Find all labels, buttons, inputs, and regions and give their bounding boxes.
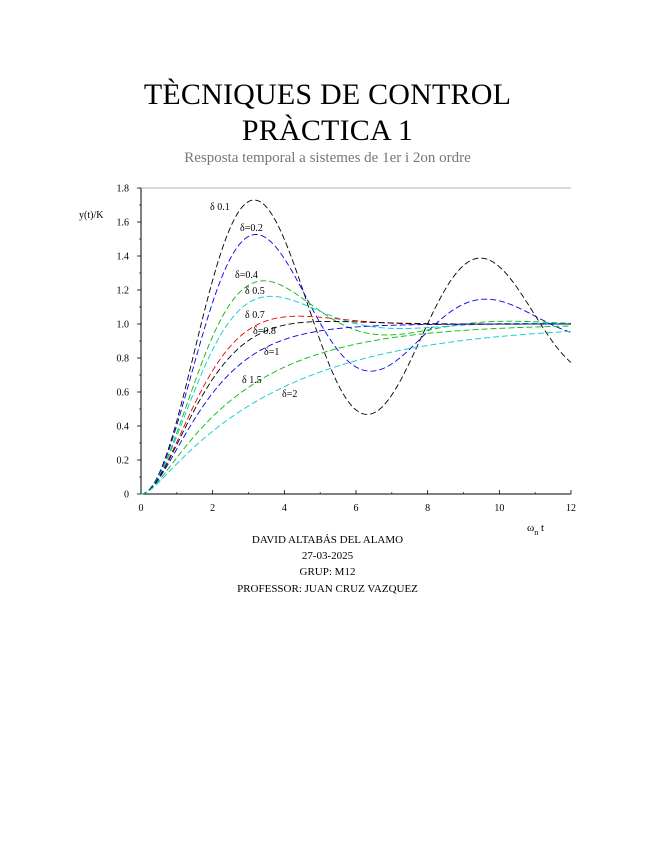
document-subtitle-practice: PRÀCTICA 1 bbox=[241, 114, 414, 147]
series-label-8: δ=2 bbox=[282, 389, 298, 400]
y-axis-label: y(t)/K bbox=[79, 210, 104, 221]
x-axis-label: $\omega_n$ t bbox=[527, 522, 545, 537]
document-description: Resposta temporal a sistemes de 1er i 2on ordre bbox=[184, 150, 471, 166]
series-label-5: δ=0.8 bbox=[253, 326, 276, 337]
y-tick-label: 1.6 bbox=[116, 217, 129, 229]
y-tick-label: 1.2 bbox=[116, 285, 129, 297]
series-label-1: δ=0.2 bbox=[240, 223, 263, 234]
series-line-6 bbox=[141, 324, 571, 494]
y-tick-label: 0.4 bbox=[116, 421, 129, 433]
document-date: 27-03-2025 bbox=[301, 550, 354, 562]
x-tick-label: 6 bbox=[353, 503, 359, 514]
series-line-8 bbox=[141, 331, 571, 494]
document-title: TÈCNIQUES DE CONTROL bbox=[143, 78, 512, 111]
y-tick-label: 0.8 bbox=[116, 353, 129, 365]
x-tick-label: 8 bbox=[425, 503, 431, 514]
y-tick-label: 0 bbox=[124, 489, 129, 501]
y-tick-label: 1.0 bbox=[116, 319, 129, 331]
series-label-7: δ 1.5 bbox=[242, 375, 262, 386]
series-line-5 bbox=[141, 321, 571, 494]
series-line-2 bbox=[141, 281, 571, 494]
y-tick-label: 1.4 bbox=[116, 251, 129, 263]
series-label-6: δ=1 bbox=[264, 347, 280, 358]
y-tick-label: 0.6 bbox=[116, 387, 129, 399]
series-label-2: δ=0.4 bbox=[235, 270, 258, 281]
author-name: DAVID ALTABÁS DEL ALAMO bbox=[251, 534, 404, 546]
series-line-0 bbox=[141, 200, 571, 494]
professor-label: PROFESSOR: JUAN CRUZ VAZQUEZ bbox=[237, 583, 418, 595]
series-label-4: δ 0.7 bbox=[245, 310, 265, 321]
chart-series-labels bbox=[210, 202, 297, 400]
x-tick-label: 4 bbox=[281, 503, 287, 514]
y-tick-label: 0.2 bbox=[116, 455, 129, 467]
x-tick-label: 12 bbox=[566, 503, 576, 514]
y-tick-label: 1.8 bbox=[116, 183, 129, 195]
chart-axes bbox=[117, 184, 577, 515]
chart-series bbox=[141, 200, 571, 494]
x-tick-label: 0 bbox=[138, 503, 144, 514]
series-label-3: δ 0.5 bbox=[245, 286, 265, 297]
x-tick-label: 2 bbox=[210, 503, 216, 514]
x-tick-label: 10 bbox=[494, 503, 505, 514]
series-line-4 bbox=[141, 316, 571, 494]
series-label-0: δ 0.1 bbox=[210, 202, 230, 213]
group-label: GRUP: M12 bbox=[299, 566, 356, 578]
